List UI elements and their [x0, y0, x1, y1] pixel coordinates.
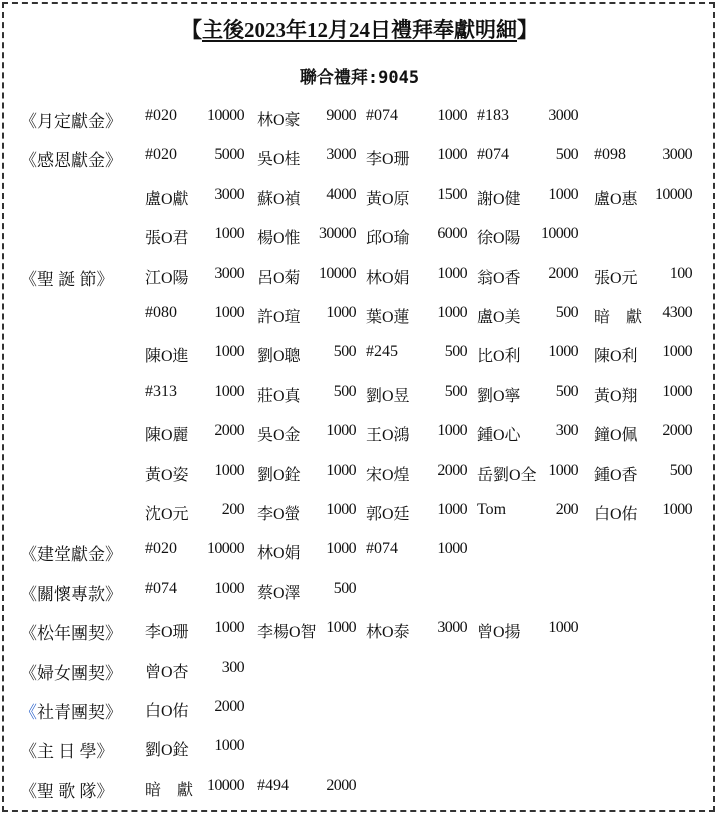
donor-name: 林O娟: [257, 545, 301, 563]
donor-name: #080: [145, 304, 177, 321]
offering-row: [0, 462, 719, 492]
donor-name: 白O佑: [594, 506, 638, 523]
donation-amount: 1000: [214, 304, 244, 321]
donor-name: #074: [366, 107, 398, 124]
offering-row: [0, 146, 719, 176]
donor-name: 李楊O智: [257, 624, 317, 642]
category-close-bracket: 》: [105, 545, 122, 565]
category-label: [20, 540, 122, 565]
donation-amount: 1000: [214, 382, 244, 400]
offering-row: [0, 501, 719, 531]
category-name: 社青團契: [37, 703, 105, 722]
donation-amount: 500: [555, 382, 578, 400]
offering-row: [0, 619, 719, 649]
donor-name: 呂O菊: [257, 269, 301, 287]
donation-amount: 1000: [437, 146, 467, 164]
category-name: 聖 誕 節: [37, 269, 97, 289]
offering-row: [0, 777, 719, 807]
donation-amount: 1000: [214, 343, 244, 361]
offering-row: [0, 580, 719, 610]
donation-amount: 2000: [548, 264, 578, 282]
donor-name: #020: [145, 107, 177, 124]
donor-name: 翁O香: [477, 269, 521, 287]
donation-amount: 1000: [214, 461, 244, 479]
category-label: [20, 265, 114, 290]
donation-amount: 1000: [326, 540, 356, 558]
donor-name: 曾O杏: [145, 663, 189, 681]
category-name: 主 日 學: [37, 742, 97, 762]
category-name: 松年團契: [37, 624, 105, 644]
category-close-bracket: 》: [105, 624, 122, 644]
donation-amount: 1000: [437, 422, 467, 440]
category-close-bracket: 》: [105, 112, 122, 131]
donation-amount: 1000: [662, 382, 692, 400]
donor-name: 陳O麗: [145, 427, 189, 445]
category-open-bracket: 《: [20, 269, 37, 289]
category-label: [20, 698, 122, 723]
donation-amount: 10000: [206, 540, 244, 558]
donation-amount: 2000: [662, 422, 692, 440]
donation-amount: 300: [221, 658, 244, 676]
donor-name: 黃O姿: [145, 466, 189, 484]
donor-name: #245: [366, 343, 398, 361]
donation-amount: 10000: [206, 107, 244, 124]
donation-amount: 2000: [437, 461, 467, 479]
category-label: [20, 146, 122, 171]
donor-name: 盧O美: [477, 309, 521, 326]
donor-name: #020: [145, 146, 177, 164]
category-close-bracket: 》: [105, 663, 122, 683]
donor-name: 李O珊: [145, 624, 189, 642]
donation-amount: 5000: [214, 146, 244, 164]
donor-name: 郭O廷: [366, 506, 410, 523]
donation-amount: 1000: [326, 501, 356, 518]
donation-amount: 1000: [214, 619, 244, 637]
category-open-bracket: 《: [20, 151, 37, 171]
donor-name: 林O豪: [257, 112, 301, 129]
donation-amount: 3000: [437, 619, 467, 637]
donation-amount: 1000: [214, 737, 244, 755]
donation-amount: 500: [444, 382, 467, 400]
offering-row: [0, 737, 719, 767]
category-name: 月定獻金: [37, 112, 105, 131]
category-label: [20, 619, 122, 644]
category-open-bracket: 《: [20, 663, 37, 683]
donation-amount: 3000: [548, 107, 578, 124]
donation-amount: 2000: [214, 422, 244, 440]
category-open-bracket: 《: [20, 624, 37, 644]
donation-amount: 1000: [326, 304, 356, 321]
donation-amount: 9000: [326, 107, 356, 124]
donor-name: 許O瑄: [257, 309, 301, 326]
category-open-bracket: 《: [20, 703, 37, 722]
category-open-bracket: 《: [20, 112, 37, 131]
title-close-bracket: 】: [517, 18, 538, 42]
category-open-bracket: 《: [20, 781, 37, 801]
donation-amount: 200: [221, 501, 244, 518]
donation-amount: 1000: [548, 461, 578, 479]
offering-row: [0, 225, 719, 255]
category-open-bracket: 《: [20, 584, 37, 604]
category-close-bracket: 》: [96, 781, 114, 801]
donation-amount: 500: [333, 382, 356, 400]
donor-name: 吳O金: [257, 427, 301, 445]
donation-amount: 500: [555, 146, 578, 164]
donor-name: 曾O揚: [477, 624, 521, 642]
donor-name: 莊O真: [257, 387, 301, 405]
donation-amount: 3000: [214, 185, 244, 203]
donor-name: 劉O昱: [366, 387, 410, 405]
donor-name: 林O娟: [366, 269, 410, 287]
donor-name: 徐O陽: [477, 230, 521, 248]
category-open-bracket: 《: [20, 545, 37, 565]
donation-amount: 10000: [318, 264, 356, 282]
donation-amount: 1000: [326, 422, 356, 440]
donor-name: 張O元: [594, 269, 638, 287]
category-label: [20, 659, 122, 684]
donor-name: #098: [594, 146, 626, 164]
donor-name: 比O利: [477, 348, 521, 366]
donor-name: Tom: [477, 501, 507, 518]
donation-amount: 1000: [214, 579, 244, 597]
donation-amount: 2000: [326, 776, 356, 794]
offering-row: [0, 383, 719, 413]
donation-amount: 1000: [437, 107, 467, 124]
category-close-bracket: 》: [96, 269, 114, 289]
donation-amount: 1000: [662, 343, 692, 361]
donation-amount: 300: [555, 422, 578, 440]
donation-amount: 1500: [437, 185, 467, 203]
donor-name: #494: [257, 776, 289, 794]
category-label: [20, 737, 114, 762]
donation-amount: 10000: [540, 225, 578, 243]
donor-name: 鍾O香: [594, 466, 638, 484]
category-close-bracket: 》: [105, 151, 122, 171]
donor-name: 暗 獻: [594, 309, 649, 326]
title-open-bracket: 【: [181, 18, 202, 42]
category-name: 建堂獻金: [37, 545, 105, 565]
category-label: [20, 580, 122, 605]
category-close-bracket: 》: [105, 703, 122, 722]
donor-name: 盧O惠: [594, 190, 638, 208]
donor-name: #074: [145, 579, 177, 597]
donation-amount: 1000: [437, 264, 467, 282]
offering-row: [0, 659, 719, 689]
category-name: 關懷專款: [37, 584, 105, 604]
donation-amount: 1000: [662, 501, 692, 518]
offering-row: [0, 540, 719, 570]
donor-name: 王O鴻: [366, 427, 410, 445]
donor-name: 沈O元: [145, 506, 189, 523]
donor-name: 劉O聰: [257, 348, 301, 366]
donor-name: 暗 獻: [145, 781, 200, 799]
donor-name: 邱O瑜: [366, 230, 410, 248]
page-title: [0, 14, 719, 44]
donor-name: 江O陽: [145, 269, 189, 287]
donor-name: 李O螢: [257, 506, 301, 523]
donor-name: #074: [477, 146, 509, 164]
donation-amount: 3000: [326, 146, 356, 164]
category-name: 感恩獻金: [37, 151, 105, 171]
donation-amount: 500: [333, 343, 356, 361]
donation-amount: 1000: [326, 619, 356, 637]
donor-name: 陳O利: [594, 348, 638, 366]
donation-amount: 4000: [326, 185, 356, 203]
donor-name: 宋O煌: [366, 466, 410, 484]
offering-row: [0, 107, 719, 137]
donation-amount: 1000: [548, 619, 578, 637]
donation-amount: 500: [444, 343, 467, 361]
donation-amount: 10000: [654, 185, 692, 203]
donation-amount: 2000: [214, 698, 244, 715]
offering-row: [0, 265, 719, 295]
donation-amount: 10000: [206, 776, 244, 794]
donor-name: 鐘O佩: [594, 427, 638, 445]
donor-name: 陳O進: [145, 348, 189, 366]
donor-name: 楊O惟: [257, 230, 301, 248]
donor-name: 蔡O澤: [257, 584, 301, 602]
offering-row: [0, 186, 719, 216]
donor-name: #313: [145, 382, 177, 400]
category-label: [20, 777, 114, 802]
donation-amount: 3000: [214, 264, 244, 282]
offering-row: [0, 422, 719, 452]
donor-name: #074: [366, 540, 398, 558]
offering-row: [0, 304, 719, 334]
donor-name: 李O珊: [366, 151, 410, 169]
donor-name: 劉O銓: [257, 466, 301, 484]
donor-name: 張O君: [145, 230, 189, 248]
category-name: 婦女團契: [37, 663, 105, 683]
category-name: 聖 歌 隊: [37, 781, 97, 801]
donation-amount: 500: [555, 304, 578, 321]
donor-name: 盧O獻: [145, 190, 189, 208]
donation-amount: 1000: [548, 343, 578, 361]
donor-name: 鍾O心: [477, 427, 521, 445]
donation-amount: 500: [333, 579, 356, 597]
donation-amount: 1000: [548, 185, 578, 203]
offering-row: [0, 698, 719, 728]
donation-amount: 4300: [662, 304, 692, 321]
donation-amount: 3000: [662, 146, 692, 164]
donor-name: 葉O蓮: [366, 309, 410, 326]
donation-amount: 6000: [437, 225, 467, 243]
donor-name: 林O泰: [366, 624, 410, 642]
donor-name: 黃O原: [366, 190, 410, 208]
donor-name: 蘇O禎: [257, 190, 301, 208]
category-close-bracket: 》: [96, 742, 114, 762]
offering-row: [0, 343, 719, 373]
donor-name: #020: [145, 540, 177, 558]
donor-name: 黃O翔: [594, 387, 638, 405]
donation-amount: 1000: [326, 461, 356, 479]
subtitle-total: 聯合禮拜:9045: [299, 68, 420, 88]
donation-amount: 500: [669, 461, 692, 479]
category-label: [20, 107, 122, 132]
donation-amount: 30000: [318, 225, 356, 243]
title-text: 主後2023年12月24日禮拜奉獻明細: [202, 18, 517, 42]
donor-name: 謝O健: [477, 190, 521, 208]
donor-name: #183: [477, 107, 509, 124]
donor-name: 劉O銓: [145, 742, 189, 760]
donor-name: 劉O寧: [477, 387, 521, 405]
donation-amount: 1000: [437, 540, 467, 558]
donor-name: 白O佑: [145, 703, 189, 720]
category-open-bracket: 《: [20, 742, 37, 762]
category-close-bracket: 》: [105, 584, 122, 604]
donation-amount: 1000: [437, 304, 467, 321]
donation-amount: 1000: [437, 501, 467, 518]
donor-name: 岳劉O全: [477, 466, 537, 484]
donation-amount: 200: [555, 501, 578, 518]
donation-amount: 100: [669, 264, 692, 282]
donation-amount: 1000: [214, 225, 244, 243]
donor-name: 吳O桂: [257, 151, 301, 169]
